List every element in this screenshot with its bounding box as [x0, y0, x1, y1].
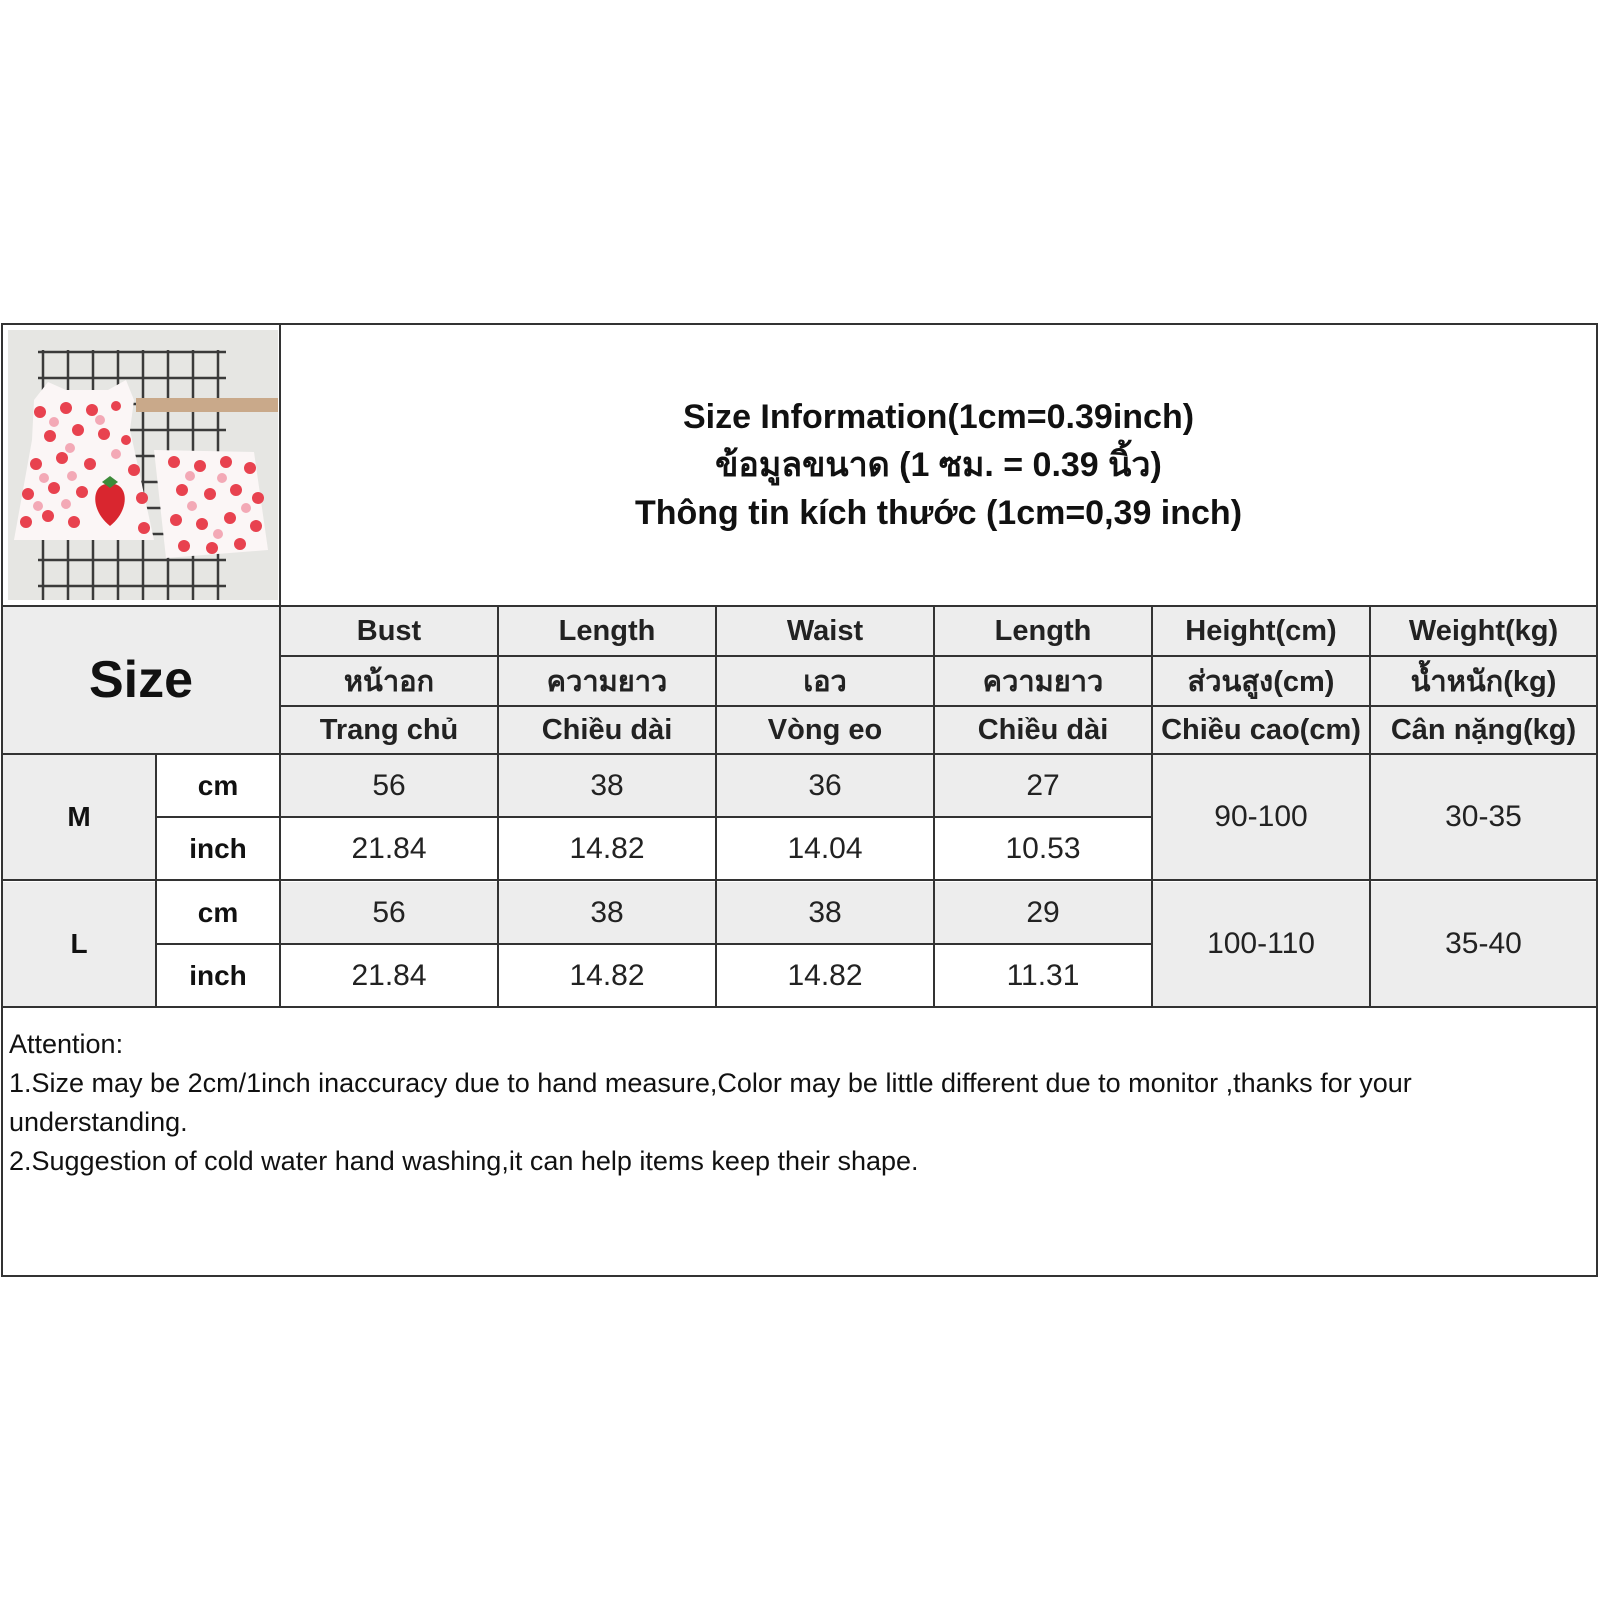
title-th: ข้อมูลขนาด (1 ซม. = 0.39 นิ้ว) — [715, 446, 1162, 484]
col-bust-th: หน้าอก — [343, 666, 435, 698]
size-chart-sheet — [1, 323, 1598, 1277]
size-l-cm-label: cm — [157, 882, 279, 943]
grid-line — [3, 879, 1596, 881]
grid-line — [281, 705, 1596, 707]
l-length2-inch: 11.31 — [935, 945, 1151, 1006]
grid-line — [3, 753, 1596, 755]
l-length-cm: 38 — [499, 882, 715, 943]
size-m-label: M — [3, 755, 155, 879]
product-photo — [8, 330, 278, 600]
col-waist-th: เอว — [803, 666, 847, 698]
l-waist-cm: 38 — [717, 882, 933, 943]
grid-line — [933, 607, 935, 1008]
m-waist-inch: 14.04 — [717, 818, 933, 879]
grid-line — [155, 755, 157, 1008]
col-length2-th: ความยาว — [982, 666, 1104, 698]
col-weight-th: น้ำหนัก(kg) — [1410, 666, 1557, 698]
col-length2-en: Length — [994, 614, 1092, 647]
m-bust-cm: 56 — [281, 755, 497, 816]
grid-line — [279, 325, 281, 1008]
notes-heading: Attention: — [9, 1029, 124, 1059]
grid-line — [3, 1006, 1596, 1008]
l-waist-inch: 14.82 — [717, 945, 933, 1006]
l-bust-inch: 21.84 — [281, 945, 497, 1006]
attention-notes — [9, 1025, 1589, 1181]
col-waist-en: Waist — [786, 614, 864, 647]
m-height: 90-100 — [1153, 755, 1369, 879]
size-header: Size — [3, 607, 279, 753]
grid-line — [497, 607, 499, 1008]
size-l-label: L — [3, 882, 155, 1006]
col-length-th: ความยาว — [546, 666, 668, 698]
grid-line — [3, 605, 1596, 607]
size-l-inch-label: inch — [157, 945, 279, 1006]
m-length2-cm: 27 — [935, 755, 1151, 816]
col-length-vi: Chiều dài — [541, 713, 673, 746]
size-m-cm-label: cm — [157, 755, 279, 816]
grid-line — [157, 943, 1153, 945]
m-length-inch: 14.82 — [499, 818, 715, 879]
col-bust-vi: Trang chủ — [319, 713, 459, 746]
grid-line — [157, 816, 1153, 818]
col-length-en: Length — [558, 614, 656, 647]
grid-line — [1369, 607, 1371, 1008]
title-en: Size Information(1cm=0.39inch) — [682, 398, 1195, 436]
l-weight: 35-40 — [1371, 882, 1596, 1006]
note-1: 1.Size may be 2cm/1inch inaccuracy due to hand measure,Color may be little different due to monitor ,thanks for your understanding. — [9, 1068, 1412, 1137]
grid-line — [281, 655, 1596, 657]
m-waist-cm: 36 — [717, 755, 933, 816]
l-length-inch: 14.82 — [499, 945, 715, 1006]
m-length2-inch: 10.53 — [935, 818, 1151, 879]
l-length2-cm: 29 — [935, 882, 1151, 943]
size-info-title — [281, 325, 1596, 605]
size-m-inch-label: inch — [157, 818, 279, 879]
grid-line — [715, 607, 717, 1008]
col-weight-vi: Cân nặng(kg) — [1390, 713, 1577, 746]
col-height-en: Height(cm) — [1185, 614, 1337, 647]
title-vi: Thông tin kích thước (1cm=0,39 inch) — [634, 494, 1243, 532]
l-bust-cm: 56 — [281, 882, 497, 943]
col-height-th: ส่วนสูง(cm) — [1187, 666, 1335, 698]
col-waist-vi: Vòng eo — [767, 713, 883, 746]
m-weight: 30-35 — [1371, 755, 1596, 879]
col-weight-en: Weight(kg) — [1408, 614, 1559, 647]
grid-line — [1151, 607, 1153, 1008]
col-bust-en: Bust — [356, 614, 422, 647]
m-bust-inch: 21.84 — [281, 818, 497, 879]
l-height: 100-110 — [1153, 882, 1369, 1006]
note-2: 2.Suggestion of cold water hand washing,it can help items keep their shape. — [9, 1146, 919, 1176]
m-length-cm: 38 — [499, 755, 715, 816]
product-photo-drawing — [8, 330, 278, 600]
col-length2-vi: Chiều dài — [977, 713, 1109, 746]
col-height-vi: Chiều cao(cm) — [1161, 713, 1361, 746]
